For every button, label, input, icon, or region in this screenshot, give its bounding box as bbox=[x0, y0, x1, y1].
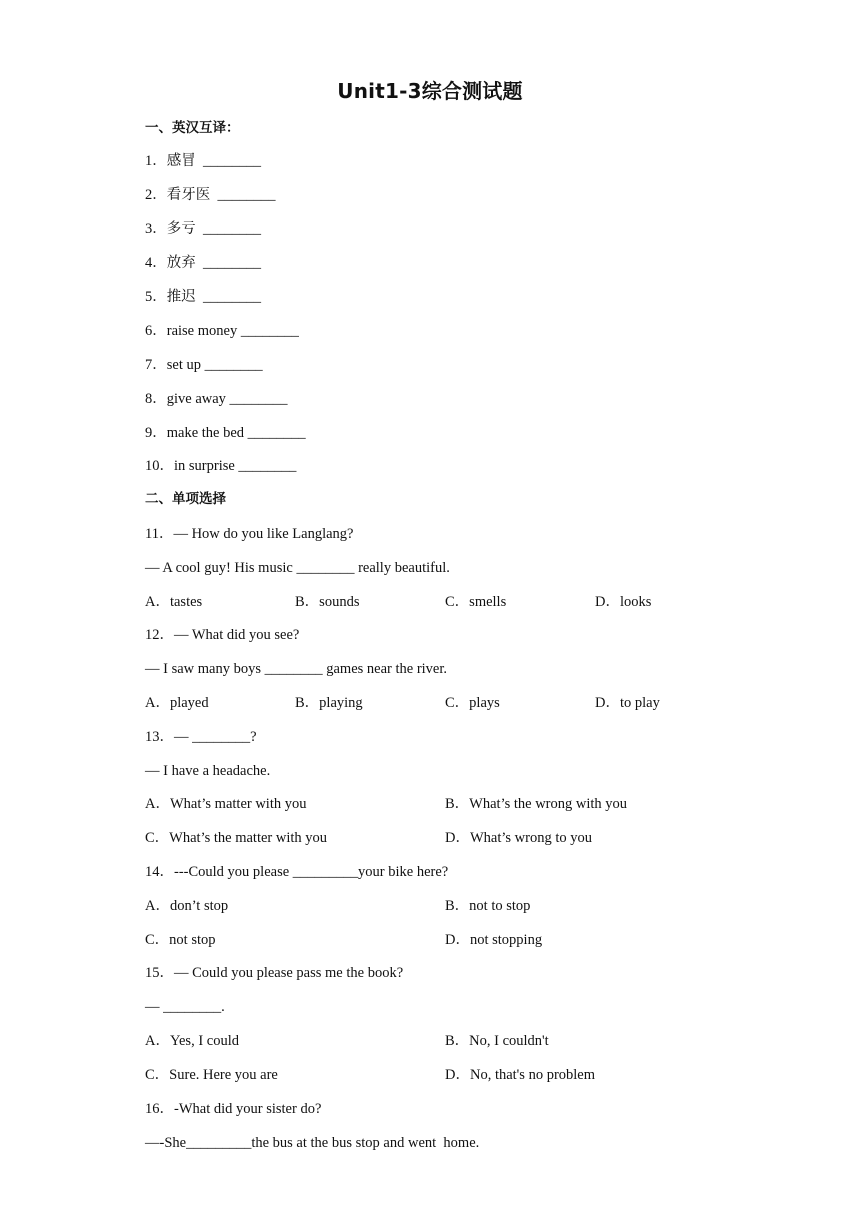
option-d: D．No, that's no problem bbox=[445, 1067, 596, 1083]
vocab-item: 6．raise money ________ bbox=[145, 323, 299, 339]
vocab-item: 4．放弃 ________ bbox=[145, 255, 261, 271]
option-b: B．No, I couldn't bbox=[445, 1033, 549, 1049]
option-d: D．looks bbox=[595, 594, 652, 610]
page-title: Unit1-3综合测试题 bbox=[337, 79, 523, 103]
question-line: — I saw many boys ________ games near the river. bbox=[145, 661, 448, 677]
option-a: A．don’t stop bbox=[145, 898, 229, 914]
question-stem: 16．-What did your sister do? bbox=[145, 1101, 322, 1117]
section-heading-choice: 二、单项选择 bbox=[145, 491, 226, 507]
option-d: D．to play bbox=[595, 695, 660, 711]
option-a: A．tastes bbox=[145, 594, 203, 610]
option-a: A．What’s matter with you bbox=[145, 796, 307, 812]
vocab-item: 10．in surprise ________ bbox=[145, 458, 297, 474]
vocab-item: 2．看牙医 ________ bbox=[145, 187, 276, 203]
option-b: B．What’s the wrong with you bbox=[445, 796, 628, 812]
question-stem: 15．— Could you please pass me the book? bbox=[145, 965, 404, 981]
question-stem: 12．— What did you see? bbox=[145, 627, 300, 643]
option-c: C．not stop bbox=[145, 932, 216, 948]
option-d: D．What’s wrong to you bbox=[445, 830, 592, 846]
vocab-item: 9．make the bed ________ bbox=[145, 425, 306, 441]
option-c: C．smells bbox=[445, 594, 507, 610]
question-stem: 13．— ________? bbox=[145, 729, 257, 745]
question-line: — ________. bbox=[145, 999, 225, 1015]
vocab-item: 7．set up ________ bbox=[145, 357, 263, 373]
option-b: B．sounds bbox=[295, 594, 360, 610]
vocab-item: 5．推迟 ________ bbox=[145, 289, 261, 305]
question-line: — A cool guy! His music ________ really beautiful. bbox=[145, 560, 450, 576]
vocab-item: 8．give away ________ bbox=[145, 391, 288, 407]
question-line: — I have a headache. bbox=[145, 763, 271, 779]
question-stem: 14．---Could you please _________your bike here? bbox=[145, 864, 449, 880]
section-heading-translation: 一、英汉互译： bbox=[145, 120, 240, 136]
option-b: B．playing bbox=[295, 695, 363, 711]
question-line: —-She_________the bus at the bus stop and went home. bbox=[145, 1135, 480, 1151]
option-a: A．played bbox=[145, 695, 209, 711]
question-stem: 11．— How do you like Langlang? bbox=[145, 526, 354, 542]
option-c: C．plays bbox=[445, 695, 500, 711]
vocab-item: 1．感冒 ________ bbox=[145, 153, 261, 169]
option-c: C．What’s the matter with you bbox=[145, 830, 328, 846]
option-b: B．not to stop bbox=[445, 898, 531, 914]
option-d: D．not stopping bbox=[445, 932, 543, 948]
option-c: C．Sure. Here you are bbox=[145, 1067, 278, 1083]
option-a: A．Yes, I could bbox=[145, 1033, 239, 1049]
vocab-item: 3．多亏 ________ bbox=[145, 221, 261, 237]
